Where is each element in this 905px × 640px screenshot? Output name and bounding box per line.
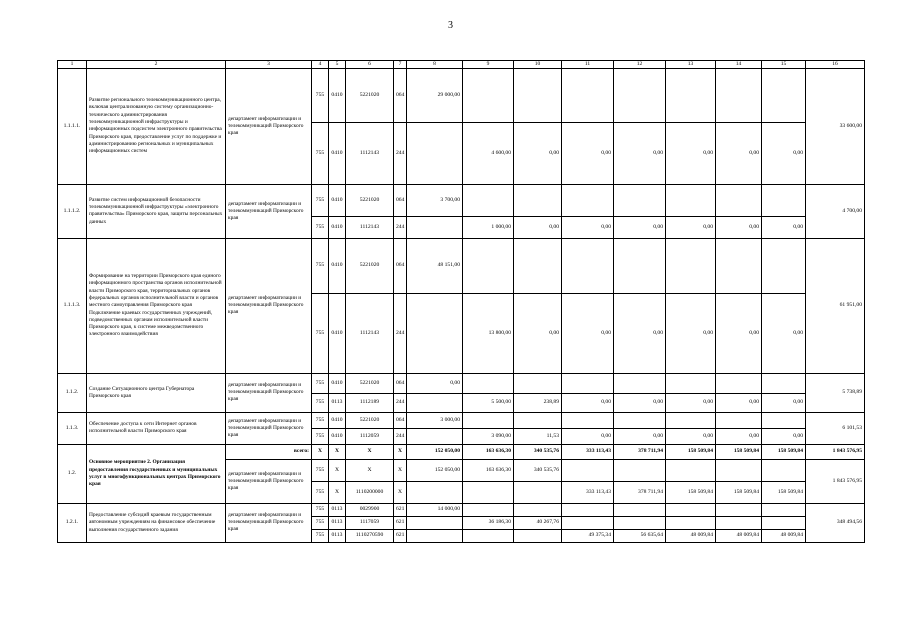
cell: 0410 (329, 238, 346, 293)
cell (666, 503, 716, 516)
cell: 0,00 (666, 428, 716, 444)
cell: 0,00 (666, 122, 716, 184)
cell (463, 412, 514, 428)
cell: 755 (312, 238, 329, 293)
row-number: 1.1.2. (58, 373, 87, 412)
cell (407, 481, 463, 503)
col-header: 16 (806, 61, 865, 69)
cell (463, 373, 514, 393)
cell (407, 216, 463, 238)
cell: 48 009,84 (716, 529, 762, 542)
cell (716, 459, 762, 481)
cell: 0029900 (346, 503, 394, 516)
row-total: 5 738,89 (806, 373, 865, 412)
cell (463, 68, 514, 122)
cell: 0,00 (716, 122, 762, 184)
cell: 1112059 (346, 428, 394, 444)
cell: 0,00 (716, 216, 762, 238)
col-header: 6 (346, 61, 394, 69)
cell: X (346, 444, 394, 459)
cell: 064 (394, 412, 407, 428)
table-row (58, 68, 865, 122)
cell: 158 509,84 (762, 444, 806, 459)
cell: 0,00 (514, 216, 562, 238)
cell: 0410 (329, 412, 346, 428)
cell: 14 000,00 (407, 503, 463, 516)
cell (716, 373, 762, 393)
cell (762, 68, 806, 122)
cell (514, 503, 562, 516)
cell: X (329, 481, 346, 503)
cell (762, 373, 806, 393)
row-total: 1 843 576,95 (806, 444, 865, 459)
cell: 340 535,76 (514, 444, 562, 459)
col-header: 5 (329, 61, 346, 69)
cell: X (329, 444, 346, 459)
row-department: департамент информатизации и телекоммуникаций Приморского края (226, 238, 312, 373)
cell: 755 (312, 216, 329, 238)
cell: 755 (312, 459, 329, 481)
cell: 40 267,76 (514, 516, 562, 529)
cell (463, 481, 514, 503)
cell (562, 238, 614, 293)
cell: 163 636,30 (463, 459, 514, 481)
cell: 333 113,43 (562, 444, 614, 459)
cell: 0,00 (562, 293, 614, 373)
cell: 0,00 (762, 293, 806, 373)
cell: 11,53 (514, 428, 562, 444)
cell: 5221020 (346, 184, 394, 216)
cell: 755 (312, 529, 329, 542)
cell: 0,00 (562, 216, 614, 238)
table-row (58, 373, 865, 393)
cell (716, 238, 762, 293)
cell: 064 (394, 184, 407, 216)
col-header: 9 (463, 61, 514, 69)
cell: 064 (394, 238, 407, 293)
cell (614, 373, 666, 393)
table-row (58, 412, 865, 428)
row-total: 4 700,00 (806, 184, 865, 238)
cell (762, 459, 806, 481)
cell: 0410 (329, 293, 346, 373)
cell: 755 (312, 393, 329, 412)
cell: X (312, 444, 329, 459)
cell: 0,00 (514, 122, 562, 184)
cell: 755 (312, 428, 329, 444)
cell: 0,00 (407, 373, 463, 393)
cell: 1117059 (346, 516, 394, 529)
cell (562, 373, 614, 393)
cell: 244 (394, 122, 407, 184)
cell: 755 (312, 412, 329, 428)
cell: 0410 (329, 122, 346, 184)
cell (514, 529, 562, 542)
cell: 0113 (329, 529, 346, 542)
cell: 244 (394, 216, 407, 238)
cell: X (329, 459, 346, 481)
table-row (58, 444, 865, 459)
cell: X (394, 444, 407, 459)
cell: 755 (312, 68, 329, 122)
cell (762, 238, 806, 293)
cell (614, 68, 666, 122)
cell (666, 459, 716, 481)
col-header: 11 (562, 61, 614, 69)
cell: 0410 (329, 216, 346, 238)
cell: 13 800,00 (463, 293, 514, 373)
cell (716, 503, 762, 516)
cell (407, 529, 463, 542)
cell: 163 636,30 (463, 444, 514, 459)
cell: 0,00 (716, 293, 762, 373)
cell: 0,00 (762, 428, 806, 444)
cell: 1112143 (346, 122, 394, 184)
cell: 0,00 (562, 393, 614, 412)
cell: 755 (312, 481, 329, 503)
cell (762, 412, 806, 428)
row-description: Создание Ситуационного центра Губернатора Приморского края (87, 373, 226, 412)
col-header: 15 (762, 61, 806, 69)
cell (614, 238, 666, 293)
cell (762, 516, 806, 529)
cell: 621 (394, 529, 407, 542)
cell: 1 000,00 (463, 216, 514, 238)
cell: 0,00 (614, 122, 666, 184)
cell: 152 050,00 (407, 444, 463, 459)
cell (463, 529, 514, 542)
cell (463, 238, 514, 293)
cell: 158 509,84 (762, 481, 806, 503)
cell: 755 (312, 184, 329, 216)
cell: 0,00 (666, 293, 716, 373)
cell: 621 (394, 503, 407, 516)
cell: X (346, 459, 394, 481)
cell: 238,89 (514, 393, 562, 412)
row-number: 1.1.1.2. (58, 184, 87, 238)
cell (614, 503, 666, 516)
cell (562, 184, 614, 216)
cell: 0,00 (562, 122, 614, 184)
cell: 244 (394, 293, 407, 373)
cell: 755 (312, 122, 329, 184)
cell: 0,00 (762, 122, 806, 184)
cell (514, 184, 562, 216)
cell: 0,00 (614, 216, 666, 238)
row-description: Основное мероприятие 2. Организация предоставления государственных и муниципальных услуг в многофункциональных центрах Приморского края (87, 444, 226, 503)
cell: 36 186,30 (463, 516, 514, 529)
cell (562, 459, 614, 481)
cell: 3 700,00 (407, 184, 463, 216)
cell: 0,00 (716, 393, 762, 412)
cell: 48 009,84 (666, 529, 716, 542)
cell: 378 711,94 (614, 481, 666, 503)
cell (407, 428, 463, 444)
cell: 5221020 (346, 68, 394, 122)
row-department: департамент информатизации и телекоммуникаций Приморского края (226, 184, 312, 238)
row-total: 6 101,53 (806, 412, 865, 444)
cell (514, 481, 562, 503)
page-number: 3 (448, 20, 453, 31)
cell: 5221020 (346, 238, 394, 293)
cell (463, 184, 514, 216)
cell: 48 009,84 (762, 529, 806, 542)
budget-table (57, 60, 865, 543)
cell: 0410 (329, 428, 346, 444)
col-header: 3 (226, 61, 312, 69)
cell: 0,00 (716, 428, 762, 444)
cell (716, 68, 762, 122)
cell (614, 184, 666, 216)
cell: X (394, 459, 407, 481)
cell: 0,00 (614, 428, 666, 444)
row-department: департамент информатизации и телекоммуникаций Приморского края (226, 459, 312, 503)
cell: 0113 (329, 516, 346, 529)
cell: 064 (394, 68, 407, 122)
total-label: всего: (226, 444, 312, 459)
cell: 621 (394, 516, 407, 529)
cell: 0,00 (666, 393, 716, 412)
header-row (58, 61, 865, 69)
cell (562, 412, 614, 428)
row-department: департамент информатизации и телекоммуникаций Приморского края (226, 503, 312, 542)
cell (762, 184, 806, 216)
cell: 1112143 (346, 216, 394, 238)
cell (407, 293, 463, 373)
cell: 152 050,00 (407, 459, 463, 481)
cell: 158 509,84 (666, 481, 716, 503)
row-total: 1 843 576,95 (806, 459, 865, 503)
col-header: 4 (312, 61, 329, 69)
table-row (58, 184, 865, 216)
cell: 1110270590 (346, 529, 394, 542)
col-header: 14 (716, 61, 762, 69)
col-header: 7 (394, 61, 407, 69)
cell: 158 509,84 (666, 444, 716, 459)
cell: 3 090,00 (463, 428, 514, 444)
cell: 29 000,00 (407, 68, 463, 122)
cell: 0,00 (514, 293, 562, 373)
cell (463, 503, 514, 516)
cell (762, 503, 806, 516)
cell (666, 184, 716, 216)
cell: 5221020 (346, 412, 394, 428)
cell: 158 509,84 (716, 481, 762, 503)
cell: 0,00 (762, 393, 806, 412)
cell: 0410 (329, 68, 346, 122)
cell: 755 (312, 373, 329, 393)
row-department: департамент информатизации и телекоммуникаций Приморского края (226, 373, 312, 412)
row-description: Развитие систем информационной безопасности телекоммуникационной инфраструктуры «электронного правительства» Приморского края, защиты персональных данных (87, 184, 226, 238)
row-department: департамент информатизации и телекоммуникаций Приморского края (226, 68, 312, 184)
col-header: 12 (614, 61, 666, 69)
col-header: 1 (58, 61, 87, 69)
row-description: Развитие регионального телекоммуникационного центра, включая централизованную систему организационно-технического администрирования телекоммуникационной инфраструктуры и информационных подсистем электронного правительства Приморского края, предоставление услуг по поддержке и администрированию региональных и муниципальных информационных систем (87, 68, 226, 184)
cell: 755 (312, 293, 329, 373)
cell (614, 412, 666, 428)
cell: 755 (312, 516, 329, 529)
cell (514, 373, 562, 393)
cell: 0410 (329, 373, 346, 393)
cell (562, 503, 614, 516)
cell: 0,00 (614, 293, 666, 373)
cell: 0,00 (666, 216, 716, 238)
cell: 49 375,34 (562, 529, 614, 542)
cell (614, 516, 666, 529)
cell (562, 68, 614, 122)
row-description: Предоставление субсидий краевым государственным автономным учреждениям на финансовое обеспечение выполнения государственного задания (87, 503, 226, 542)
cell: 1110200000 (346, 481, 394, 503)
cell (666, 68, 716, 122)
row-number: 1.2.1. (58, 503, 87, 542)
cell: X (394, 481, 407, 503)
col-header: 13 (666, 61, 716, 69)
col-header: 8 (407, 61, 463, 69)
cell: 5 500,00 (463, 393, 514, 412)
row-number: 1.1.1.3. (58, 238, 87, 373)
cell: 378 711,94 (614, 444, 666, 459)
cell (514, 68, 562, 122)
cell: 333 113,43 (562, 481, 614, 503)
cell: 0,00 (762, 216, 806, 238)
cell (666, 412, 716, 428)
row-total: 348 494,56 (806, 503, 865, 542)
cell: 56 635,64 (614, 529, 666, 542)
col-header: 10 (514, 61, 562, 69)
cell: 48 151,00 (407, 238, 463, 293)
cell: 1112143 (346, 293, 394, 373)
cell: 755 (312, 503, 329, 516)
cell (407, 122, 463, 184)
table-row (58, 503, 865, 516)
cell: 064 (394, 373, 407, 393)
cell (716, 516, 762, 529)
cell (514, 412, 562, 428)
row-description: Обеспечение доступа к сети Интернет органов исполнительной власти Приморского края (87, 412, 226, 444)
cell: 158 509,84 (716, 444, 762, 459)
cell: 5221020 (346, 373, 394, 393)
cell: 0113 (329, 503, 346, 516)
cell (716, 412, 762, 428)
cell (562, 516, 614, 529)
cell (716, 184, 762, 216)
row-total: 61 951,00 (806, 238, 865, 373)
cell (666, 373, 716, 393)
row-number: 1.1.1.1. (58, 68, 87, 184)
cell (514, 238, 562, 293)
cell (666, 238, 716, 293)
row-number: 1.1.3. (58, 412, 87, 444)
cell: 0,00 (562, 428, 614, 444)
cell: 244 (394, 428, 407, 444)
row-department: департамент информатизации и телекоммуникаций Приморского края (226, 412, 312, 444)
cell (666, 516, 716, 529)
cell: 0410 (329, 184, 346, 216)
cell (407, 393, 463, 412)
cell: 244 (394, 393, 407, 412)
row-number: 1.2. (58, 444, 87, 503)
cell: 1112189 (346, 393, 394, 412)
cell (614, 459, 666, 481)
row-total: 33 600,00 (806, 68, 865, 184)
col-header: 2 (87, 61, 226, 69)
cell: 0113 (329, 393, 346, 412)
table-row (58, 238, 865, 293)
cell: 0,00 (614, 393, 666, 412)
cell: 340 535,76 (514, 459, 562, 481)
row-description: Формирование на территории Приморского края единого информационного пространства органов исполнительной власти Приморского края, территориальных органов федеральных органов исполнительной власти и органов местного самоуправления Приморского края Подключение краевых государственных учреждений, подведомственных органам исполнительной власти Приморского края, к системе межведомственного электронного взаимодействия (87, 238, 226, 373)
cell: 3 000,00 (407, 412, 463, 428)
cell (407, 516, 463, 529)
cell: 4 600,00 (463, 122, 514, 184)
